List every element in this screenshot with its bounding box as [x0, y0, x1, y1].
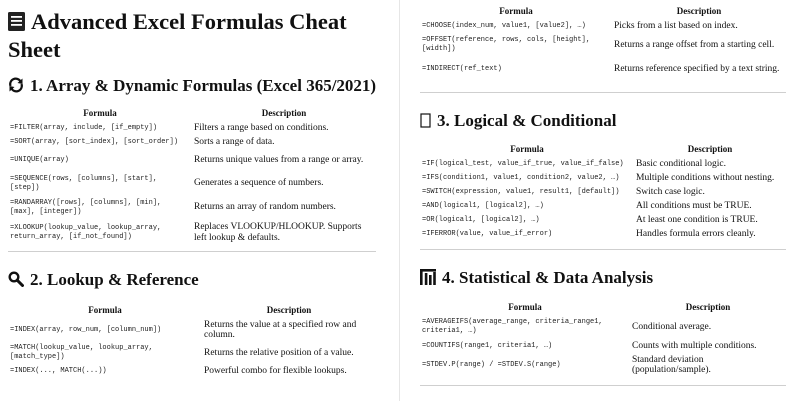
table-row: [8, 149, 376, 172]
description-cell: Standard deviation (population/sample).: [632, 354, 711, 375]
formula-cell: =SEQUENCE(rows, [columns], [start], [step]): [10, 174, 158, 192]
formula-cell: =COUNTIFS(range1, criteria1, …): [422, 341, 553, 350]
description-cell: Returns reference specified by a text string.: [614, 63, 780, 74]
description-cell: Counts with multiple conditions.: [632, 340, 757, 351]
lookup-formulas-table: [8, 305, 376, 378]
description-cell: Returns unique values from a range or array.: [194, 155, 364, 166]
description-header: Description: [266, 305, 312, 315]
magnifier-icon: [8, 271, 24, 292]
section-stats-title-text: 4. Statistical & Data Analysis: [442, 268, 654, 287]
description-cell: Replaces VLOOKUP/HLOOKUP. Supports left lookup & defaults.: [194, 222, 362, 243]
description-cell: Handles formula errors cleanly.: [636, 228, 756, 239]
formula-cell: =AVERAGEIFS(average_range, criteria_range1, criteria1, …): [422, 318, 603, 335]
description-cell: Multiple conditions without nesting.: [636, 172, 775, 183]
section-divider: [420, 385, 786, 386]
description-cell: Returns the value at a specified row and column.: [204, 319, 357, 340]
table-row: [8, 195, 376, 220]
document-icon: [8, 11, 25, 37]
section-array-title-text: 1. Array & Dynamic Formulas (Excel 365/2021): [30, 76, 377, 95]
lookup-continued-table: [420, 6, 786, 81]
table-row: [420, 199, 786, 213]
column-divider: [399, 0, 400, 401]
table-row: [420, 353, 786, 377]
table-row: [420, 213, 786, 227]
section-lookup-title: [8, 270, 199, 292]
formula-header: Formula: [499, 6, 533, 16]
section-divider: [8, 251, 376, 252]
section-divider: [420, 92, 786, 93]
section-divider: [420, 249, 786, 250]
formula-cell: =IF(logical_test, value_if_true, value_if_false): [422, 159, 624, 168]
table-row: [420, 339, 786, 353]
logical-formulas-table: [420, 144, 786, 241]
description-cell: Returns a range offset from a starting cell.: [614, 39, 775, 50]
table-row: [420, 33, 786, 57]
description-cell: Switch case logic.: [636, 186, 705, 197]
description-header: Description: [687, 144, 733, 154]
description-cell: Sorts a range of data.: [194, 136, 275, 147]
formula-header: Formula: [83, 108, 117, 118]
formula-cell: =FILTER(array, include, [if_empty]): [10, 123, 158, 132]
table-row: [8, 318, 376, 342]
table-row: [420, 57, 786, 81]
formula-cell: =SORT(array, [sort_index], [sort_order]): [10, 137, 179, 146]
formula-cell: =IFERROR(value, value_if_error): [422, 229, 553, 238]
table-row: [420, 171, 786, 185]
table-row: [420, 19, 786, 33]
formula-cell: =OFFSET(reference, rows, cols, [height], [width]): [422, 36, 591, 53]
table-row: [8, 342, 376, 364]
table-row: [8, 172, 376, 195]
description-cell: All conditions must be TRUE.: [636, 200, 752, 211]
table-row: [420, 157, 786, 171]
formula-header: Formula: [88, 305, 122, 315]
description-header: Description: [676, 6, 722, 16]
table-row: [8, 135, 376, 149]
stats-formulas-table: [420, 302, 786, 377]
description-cell: Filters a range based on conditions.: [194, 122, 329, 133]
array-formulas-table: [8, 108, 376, 245]
table-row: [8, 220, 376, 245]
table-row: [420, 185, 786, 199]
formula-cell: =IFS(condition1, value1, condition2, value2, …): [422, 173, 620, 182]
bar-chart-icon: [420, 269, 436, 290]
section-stats-title: [420, 268, 653, 290]
formula-cell: =RANDARRAY([rows], [columns], [min], [max], [integer]): [10, 198, 162, 216]
description-cell: Basic conditional logic.: [636, 158, 726, 169]
formula-cell: =UNIQUE(array): [10, 156, 69, 164]
description-cell: At least one condition is TRUE.: [636, 214, 758, 225]
section-logical-title-text: 3. Logical & Conditional: [437, 111, 617, 130]
section-array-title: [8, 76, 376, 98]
formula-cell: =OR(logical1, [logical2], …): [422, 215, 540, 224]
table-row: [8, 121, 376, 135]
formula-cell: =AND(logical1, [logical2], …): [422, 201, 544, 210]
page-title: [8, 9, 378, 63]
description-cell: Picks from a list based on index.: [614, 20, 738, 31]
formula-cell: =STDEV.P(range) / =STDEV.S(range): [422, 360, 561, 369]
section-logical-title: [420, 111, 616, 133]
description-header: Description: [261, 108, 307, 118]
table-row: [420, 315, 786, 339]
table-row: [8, 364, 376, 378]
table-row: [420, 227, 786, 241]
page-title-text: Advanced Excel Formulas Cheat Sheet: [8, 9, 347, 62]
formula-cell: =INDEX(..., MATCH(...)): [10, 366, 107, 375]
description-cell: Returns an array of random numbers.: [194, 202, 336, 213]
formula-cell: =MATCH(lookup_value, lookup_array, [match_type]): [10, 344, 153, 361]
formula-cell: =INDIRECT(ref_text): [422, 64, 502, 73]
formula-header: Formula: [508, 302, 542, 312]
formula-header: Formula: [510, 144, 544, 154]
formula-cell: =XLOOKUP(lookup_value, lookup_array, return_array, [if_not_found]): [10, 223, 162, 241]
description-cell: Generates a sequence of numbers.: [194, 178, 324, 189]
refresh-arrows-icon: [8, 77, 24, 98]
description-cell: Conditional average.: [632, 321, 712, 332]
description-cell: Powerful combo for flexible lookups.: [204, 365, 347, 376]
section-lookup-title-text: 2. Lookup & Reference: [30, 270, 199, 289]
description-header: Description: [685, 302, 731, 312]
missing-glyph-box: [420, 113, 431, 133]
formula-cell: =CHOOSE(index_num, value1, [value2], …): [422, 21, 586, 30]
description-cell: Returns the relative position of a value.: [204, 347, 354, 358]
formula-cell: =INDEX(array, row_num, [column_num]): [10, 325, 162, 334]
formula-cell: =SWITCH(expression, value1, result1, [default]): [422, 187, 620, 196]
